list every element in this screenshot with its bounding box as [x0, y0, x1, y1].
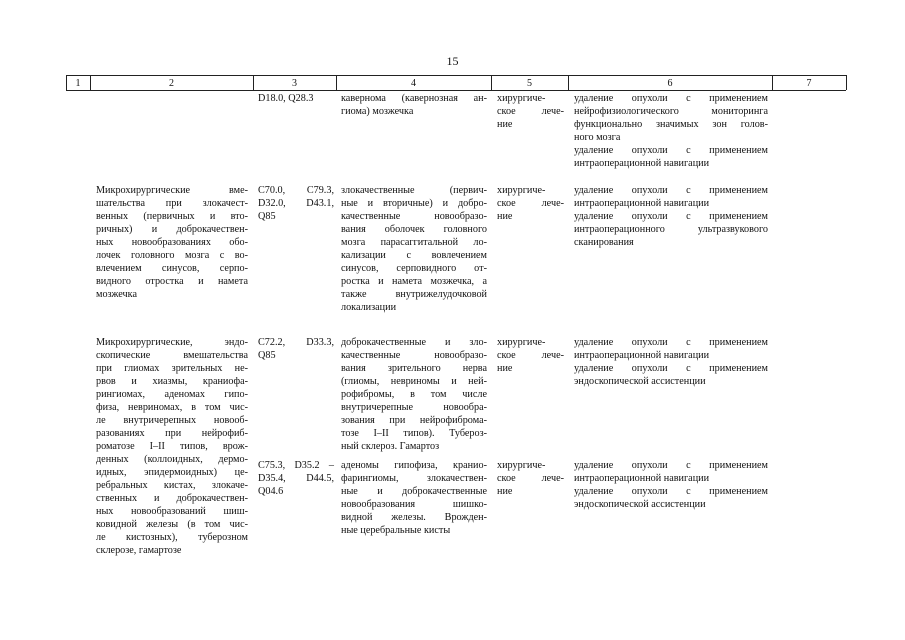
- cell-line: интраоперационной навигации: [574, 473, 710, 484]
- column-header-7: 7: [806, 78, 812, 89]
- codes-cell: [258, 336, 334, 362]
- cell-line: ние: [497, 486, 513, 497]
- cell-line: доброкачественные и зло-: [341, 337, 487, 348]
- cell-line: C70.0, C79.3,: [258, 185, 334, 196]
- cell-line: склерозе, гамартозе: [96, 545, 182, 556]
- cell-line: мозга парасаггитальной ло-: [341, 237, 487, 248]
- cell-line: кавернома (кавернозная ан-: [341, 93, 487, 104]
- cell-line: удаление опухоли с применением: [574, 185, 768, 196]
- cell-line: C72.2, D33.3,: [258, 337, 334, 348]
- cell-line: (глиомы, невриномы и ней-: [341, 376, 487, 387]
- cell-line: Микрохирургические вме-: [96, 185, 248, 196]
- cell-line: ребральных кистах, злокаче-: [96, 480, 248, 491]
- cell-line: гиома) мозжечка: [341, 106, 414, 117]
- cell-line: ные и доброкачественные: [341, 486, 487, 497]
- cell-line: ние: [497, 363, 513, 374]
- cell-line: Q04.6: [258, 486, 284, 497]
- header-top-rule: [66, 75, 846, 76]
- cell-line: новообразования шишко-: [341, 499, 487, 510]
- cell-line: удаление опухоли с применением: [574, 363, 768, 374]
- treatment-type-cell: [497, 92, 564, 131]
- cell-line: удаление опухоли с применением: [574, 145, 768, 156]
- cell-line: хирургиче-: [497, 185, 546, 196]
- cell-line: денных (коллоидных, дермо-: [96, 454, 248, 465]
- treatment-method-cell: [574, 92, 768, 170]
- disease-model-cell: [341, 92, 487, 118]
- cell-line: ние: [497, 119, 513, 130]
- cell-line: ных новообразованиях обо-: [96, 237, 248, 248]
- cell-line: видной железы. Врожден-: [341, 512, 487, 523]
- cell-line: ле внутричерепных новооб-: [96, 415, 248, 426]
- cell-line: аденомы гипофиза, кранио-: [341, 460, 487, 471]
- cell-line: удаление опухоли с применением: [574, 486, 768, 497]
- cell-line: видного отростка и намета: [96, 276, 248, 287]
- cell-line: удаление опухоли с применением: [574, 460, 768, 471]
- treatment-method-cell: [574, 459, 768, 511]
- cell-line: вания оболочек головного: [341, 224, 487, 235]
- cell-line: интраоперационной навигации: [574, 198, 710, 209]
- header-bottom-rule: [66, 90, 846, 91]
- cell-line: ный склероз. Гамартоз: [341, 441, 440, 452]
- cell-line: рвов и хиазмы, краниофа-: [96, 376, 248, 387]
- column-header-5: 5: [527, 78, 532, 89]
- cell-line: вания зрительного нерва: [341, 363, 487, 374]
- cell-line: ское лече-: [497, 350, 564, 361]
- cell-line: D18.0, Q28.3: [258, 93, 314, 104]
- cell-line: тозе I–II типов). Тубероз-: [341, 428, 487, 439]
- cell-line: качественные новообразо-: [341, 211, 487, 222]
- header-divider: [846, 75, 847, 90]
- cell-line: Q85: [258, 211, 276, 222]
- cell-line: C75.3, D35.2 –: [258, 460, 334, 471]
- cell-line: ское лече-: [497, 198, 564, 209]
- treatment-type-cell: [497, 459, 564, 498]
- cell-line: физа, невриномах, в том чис-: [96, 402, 248, 413]
- cell-line: разованиях при нейрофиб-: [96, 428, 248, 439]
- cell-line: эндоскопической ассистенции: [574, 499, 706, 510]
- disease-model-cell: [341, 336, 487, 453]
- disease-model-cell: [341, 184, 487, 314]
- cell-line: ское лече-: [497, 106, 564, 117]
- cell-line: функционально значимых зон голов-: [574, 119, 768, 130]
- cell-line: D35.4, D44.5,: [258, 473, 334, 484]
- page-number: 15: [446, 54, 459, 68]
- cell-line: внутричерепные новообра-: [341, 402, 487, 413]
- codes-cell: [258, 184, 334, 223]
- cell-line: также внутрижелудочковой: [341, 289, 487, 300]
- cell-line: злокачественные (первич-: [341, 185, 487, 196]
- cell-line: интраоперационного ультразвукового: [574, 224, 768, 235]
- cell-line: кализации с вовлечением: [341, 250, 487, 261]
- cell-line: ных новообразований шиш-: [96, 506, 248, 517]
- cell-line: ричных) и доброкачествен-: [96, 224, 248, 235]
- cell-line: хирургиче-: [497, 460, 546, 471]
- cell-line: ростка и намета мозжечка, а: [341, 276, 487, 287]
- cell-line: удаление опухоли с применением: [574, 337, 768, 348]
- cell-line: рофибромы, в том числе: [341, 389, 487, 400]
- cell-line: удаление опухоли с применением: [574, 93, 768, 104]
- cell-line: синусов, серповидного от-: [341, 263, 487, 274]
- cell-line: эндоскопической ассистенции: [574, 376, 706, 387]
- intervention-cell: [96, 184, 248, 301]
- cell-line: ле кистозных), туберозном: [96, 532, 248, 543]
- cell-line: ское лече-: [497, 473, 564, 484]
- codes-cell: [258, 459, 334, 498]
- cell-line: ные и вторичные) и добро-: [341, 198, 487, 209]
- intervention-cell: [96, 336, 248, 557]
- column-header-1: 1: [75, 78, 81, 89]
- cell-line: влечением синусов, серпо-: [96, 263, 248, 274]
- cell-line: фарингиомы, злокачествен-: [341, 473, 487, 484]
- cell-line: ного мозга: [574, 132, 621, 143]
- cell-line: лочек головного мозга с во-: [96, 250, 248, 261]
- cell-line: качественные новообразо-: [341, 350, 487, 361]
- cell-line: шательства при злокачест-: [96, 198, 248, 209]
- cell-line: идных, эпидермоидных) це-: [96, 467, 248, 478]
- cell-line: ные церебральные кисты: [341, 525, 451, 536]
- codes-cell: [258, 92, 334, 105]
- cell-line: хирургиче-: [497, 93, 546, 104]
- cell-line: ние: [497, 211, 513, 222]
- cell-line: Микрохирургические, эндо-: [96, 337, 248, 348]
- cell-line: интраоперационной навигации: [574, 158, 710, 169]
- column-header-4: 4: [411, 78, 416, 89]
- cell-line: D32.0, D43.1,: [258, 198, 334, 209]
- cell-line: венных (первичных и вто-: [96, 211, 248, 222]
- column-header-6: 6: [667, 78, 673, 89]
- treatment-type-cell: [497, 184, 564, 223]
- cell-line: хирургиче-: [497, 337, 546, 348]
- cell-line: Q85: [258, 350, 276, 361]
- treatment-type-cell: [497, 336, 564, 375]
- treatment-method-cell: [574, 184, 768, 249]
- cell-line: локализации: [341, 302, 397, 313]
- cell-line: мозжечка: [96, 289, 137, 300]
- cell-line: скопические вмешательства: [96, 350, 248, 361]
- column-header-2: 2: [169, 78, 174, 89]
- cell-line: при глиомах зрительных не-: [96, 363, 248, 374]
- disease-model-cell: [341, 459, 487, 537]
- cell-line: сканирования: [574, 237, 634, 248]
- cell-line: интраоперационной навигации: [574, 350, 710, 361]
- treatment-method-cell: [574, 336, 768, 388]
- cell-line: ственных и доброкачествен-: [96, 493, 248, 504]
- cell-line: нейрофизиологического мониторинга: [574, 106, 768, 117]
- cell-line: ковидной железы (в том чис-: [96, 519, 248, 530]
- cell-line: зования при нейрофиброма-: [341, 415, 487, 426]
- column-header-3: 3: [292, 78, 297, 89]
- cell-line: роматозе I–II типов, врож-: [96, 441, 248, 452]
- cell-line: рингиомах, аденомах гипо-: [96, 389, 248, 400]
- cell-line: удаление опухоли с применением: [574, 211, 768, 222]
